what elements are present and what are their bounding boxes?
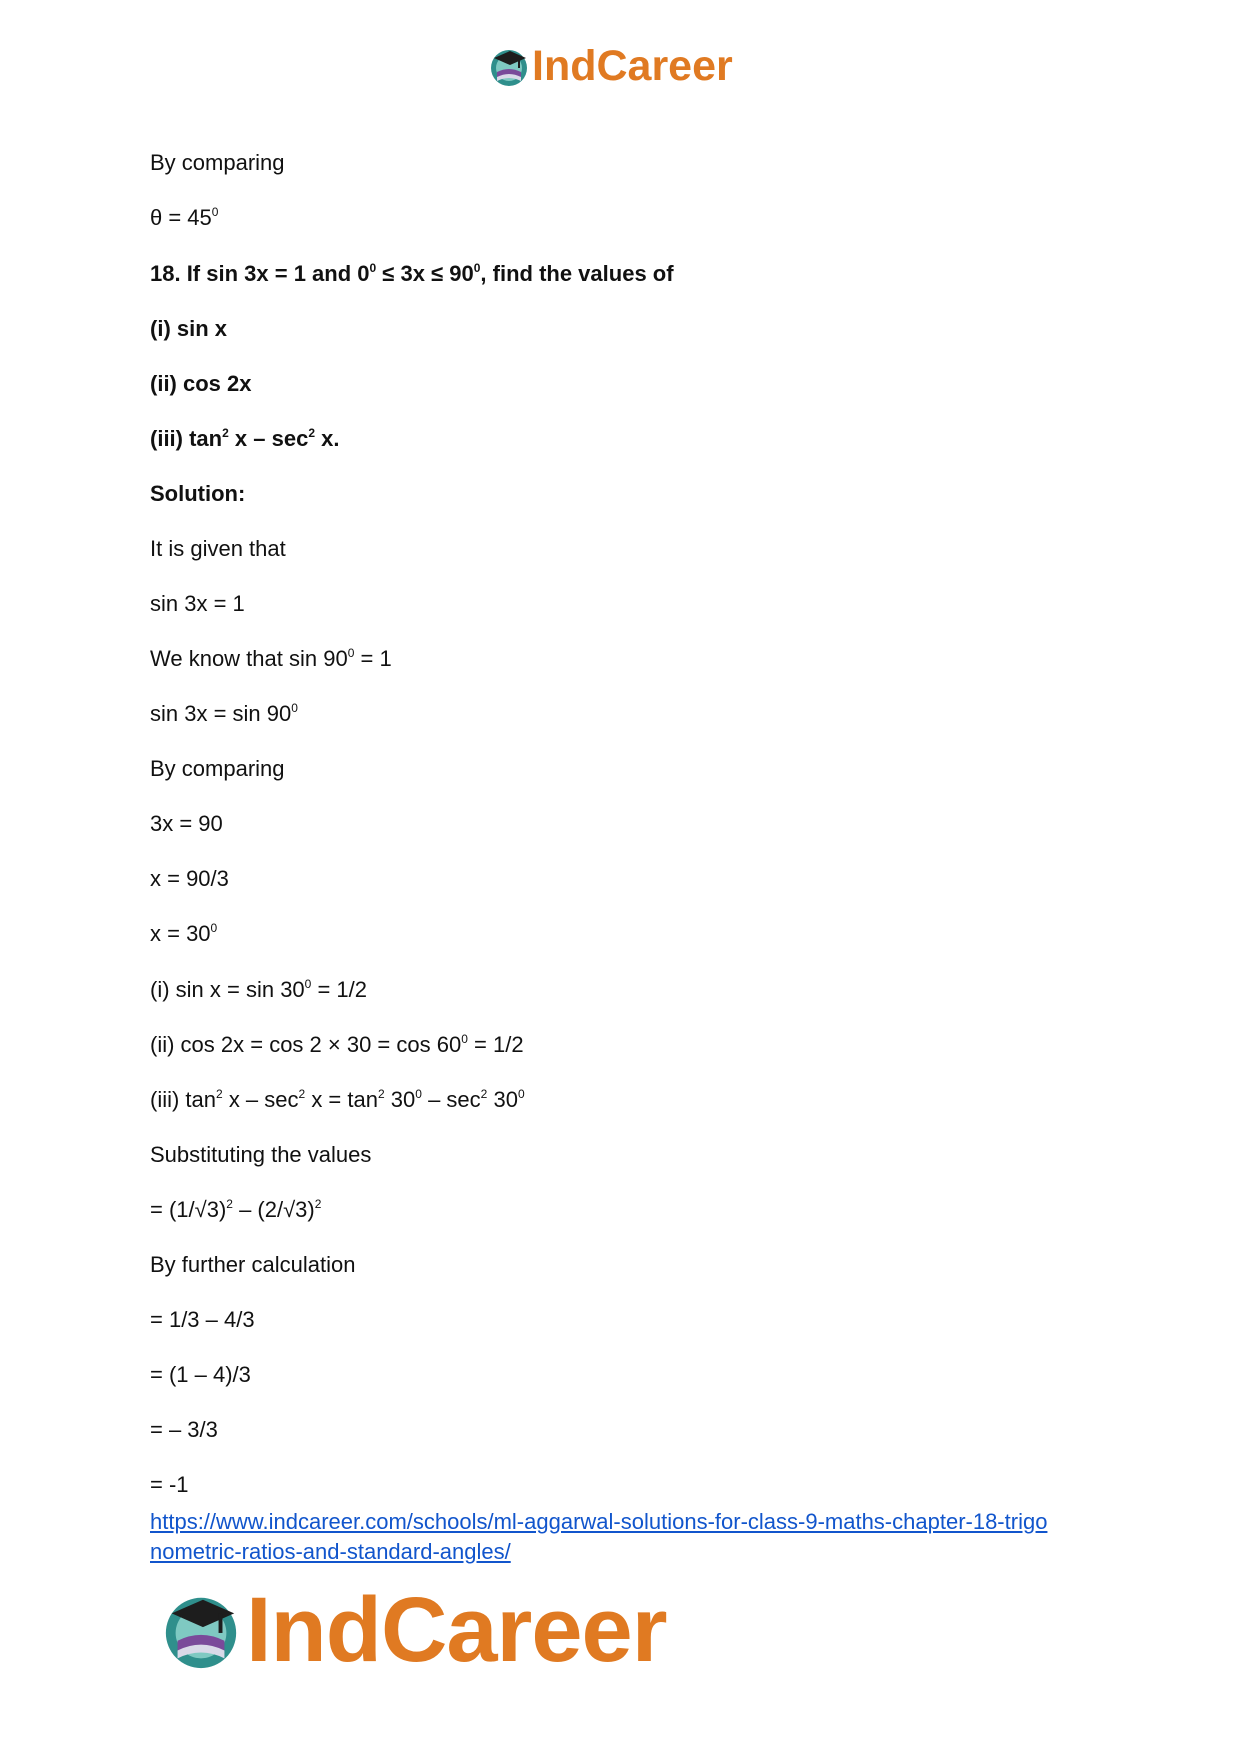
text-line: By comparing [150,756,285,781]
text-line: We know that $\sin 90^0 = 1$ [150,646,392,671]
header-logo [488,42,733,91]
text-line: By further calculation [150,1252,356,1277]
text-line: = $(1/√3)^2 - (2/√3)^2$ [150,1197,322,1222]
text-line: It is given that [150,536,286,561]
footer-logo [160,1578,667,1683]
text-line: (iii) $\tan^2 x - \sec^2 x = \tan^2 30^0 - \sec^2 30^0$ [150,1087,525,1112]
source-link-line-2: nometric-ratios-and-standard-angles/ [150,1539,511,1564]
text-line: sin 3x = 1 [150,591,245,616]
text-line: = – 3/3 [150,1417,218,1442]
text-line: x = 90/3 [150,866,229,891]
text-line: 3x = 90 [150,811,223,836]
text-line: Substituting the values [150,1142,372,1167]
text-line: (i) $\sin x = \sin 30^0 = 1/2$ [150,977,368,1002]
footer-logo-text: IndCareer [246,1579,667,1681]
text-line: $x = 30^0$ [150,921,218,946]
question-18-heading: 18. If sin 3x = 1 and $0^0 \le 3x \le 90^0$, find the values of [150,261,674,286]
graduation-book-icon [488,46,530,88]
solution-heading: Solution: [150,481,246,506]
question-part-i: (i) sin x [150,316,228,341]
text-line: = 1/3 – 4/3 [150,1307,255,1332]
source-link[interactable] [150,1507,1110,1567]
text-line: = (1 – 4)/3 [150,1362,251,1387]
graduation-book-icon [160,1590,242,1672]
text-line: By comparing [150,150,285,175]
question-part-iii: (iii) $\tan^2 x - \sec^2 x$. [150,426,340,451]
header-logo-text: IndCareer [532,42,733,90]
source-link-line-1: https://www.indcareer.com/schools/ml-aggarwal-solutions-for-class-9-maths-chapter-18-trigo [150,1509,1048,1534]
question-part-ii: (ii) cos 2x [150,371,252,396]
text-line: $\sin 3x = \sin 90^0$ [150,701,298,726]
text-line: (ii) $\cos 2x = \cos 2 \times 30 = \cos 60^0 = 1/2$ [150,1032,524,1057]
text-line: $\theta = 45^0$ [150,205,219,230]
text-line: = -1 [150,1472,189,1497]
